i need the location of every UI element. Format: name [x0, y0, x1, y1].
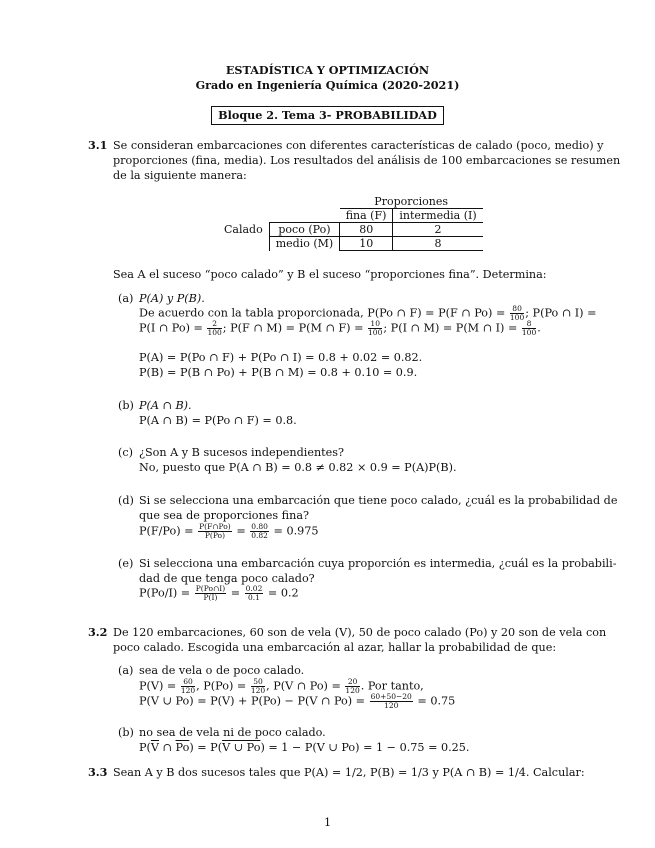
block-title: Bloque 2. Tema 3- PROBABILIDAD	[211, 106, 444, 125]
p31-d-question-line1: Si se selecciona una embarcación que tiene poco calado, ¿cuál es la probabilidad de	[139, 494, 618, 507]
fraction: $\frac{0.80}{0.82}$	[251, 522, 268, 540]
fraction: $\frac{2}{100}$	[207, 319, 222, 337]
problem-number-3-1: 3.1	[88, 138, 108, 152]
problem-number-3-2: 3.2	[88, 625, 108, 639]
p32-a-question: sea de vela o de poco calado.	[139, 664, 305, 677]
p31-a-line3: P(A) = P(Po ∩ F) + P(Po ∩ I) = 0.8 + 0.02 = 0.82.	[139, 351, 423, 364]
p31-e-question-line2: dad de que tenga poco calado?	[139, 572, 315, 585]
p31-b-answer: P(A ∩ B) = P(Po ∩ F) = 0.8.	[139, 414, 297, 427]
table-col-intermedia: intermedia (I)	[393, 209, 483, 223]
p32-a-line2: P(V ∪ Po) = P(V) + P(Po) − P(V ∩ Po) = $\frac{60+50-20}{120}$ = 0.75	[139, 692, 456, 710]
fraction: $\frac{60+50-20}{120}$	[370, 692, 412, 710]
p32-b-question: no sea de vela ni de poco calado.	[139, 726, 326, 739]
p32-intro-line2: poco calado. Escogida una embarcación al azar, hallar la probabilidad de que:	[113, 641, 557, 654]
p31-intro-line1: Se consideran embarcaciones con diferentes características de calado (poco, medio) y	[113, 139, 604, 152]
p31-a-line1: De acuerdo con la tabla proporcionada, P(Po ∩ F) = P(F ∩ Po) = $\frac{80}{100}$ ; P(Po ∩ I) =	[139, 304, 597, 322]
fraction: $\frac{P(Po\cap I)}{P(I)}$	[195, 584, 226, 602]
p31-c-question: ¿Son A y B sucesos independientes?	[139, 446, 345, 459]
table-cell: 2	[393, 223, 483, 237]
problem-number-3-3: 3.3	[88, 765, 108, 779]
table-cell: 80	[340, 223, 393, 237]
table-row-medio: medio (M)	[269, 237, 339, 251]
item-label: (e)	[118, 557, 134, 570]
p31-c-answer: No, puesto que P(A ∩ B) = 0.8 ≠ 0.82 × 0.9 = P(A)P(B).	[139, 461, 457, 474]
item-label: (a)	[118, 292, 134, 305]
p31-d-answer: P(F/Po) = $\frac{P(F\cap Po)}{P(Po)}$ = $\frac{0.80}{0.82}$ = 0.975	[139, 522, 319, 540]
table-group-header: Proporciones	[374, 195, 449, 208]
p31-b-question: P(A ∩ B).	[139, 399, 192, 412]
table-col-fina: fina (F)	[340, 209, 393, 223]
p31-events: Sea A el suceso “poco calado” y B el suceso “proporciones fina”. Determina:	[113, 268, 547, 281]
fraction: $\frac{80}{100}$	[509, 304, 525, 322]
p31-a-line4: P(B) = P(B ∩ Po) + P(B ∩ M) = 0.8 + 0.10 = 0.9.	[139, 366, 418, 379]
fraction: $\frac{20}{120}$	[345, 677, 360, 695]
contingency-table	[218, 195, 483, 251]
p31-intro-line2: proporciones (fina, media). Los resultados del análisis de 100 embarcaciones se resumen	[113, 154, 621, 167]
fraction: $\frac{P(F\cap Po)}{P(Po)}$	[199, 522, 231, 540]
item-label: (d)	[118, 494, 134, 507]
fraction: $\frac{60}{120}$	[180, 677, 196, 695]
course-subtitle: Grado en Ingeniería Química (2020-2021)	[195, 78, 460, 92]
p32-a-line1: P(V) = $\frac{60}{120}$ , P(Po) = $\frac{50}{120}$ , P(V ∩ Po) = $\frac{20}{120}$ . Por tanto,	[139, 677, 424, 695]
p33-text: Sean A y B dos sucesos tales que P(A) = 1/2, P(B) = 1/3 y P(A ∩ B) = 1/4. Calcular:	[113, 766, 585, 779]
p31-a-question: P(A) y P(B).	[139, 292, 205, 305]
p32-b-answer: $P(\overline{V}$ ∩ $\overline{Po}) = P(V$ ∪ Po) = 1 − P(V ∪ Po) = 1 − 0.75 = 0.25.	[139, 741, 470, 754]
p31-e-answer: P(Po/I) = $\frac{P(Po\cap I)}{P(I)}$ = $\frac{0.02}{0.1}$ = 0.2	[139, 584, 299, 602]
fraction: $\frac{0.02}{0.1}$	[245, 584, 263, 602]
table-row-poco: poco (Po)	[269, 223, 339, 237]
p31-intro-line3: de la siguiente manera:	[113, 169, 247, 182]
item-label: (b)	[118, 399, 134, 412]
p31-d-question-line2: que sea de proporciones fina?	[139, 509, 309, 522]
item-label: (b)	[118, 726, 134, 739]
fraction: $\frac{50}{120}$	[250, 677, 266, 695]
p32-intro-line1: De 120 embarcaciones, 60 son de vela (V), 50 de poco calado (Po) y 20 son de vela con	[113, 626, 607, 639]
fraction: $\frac{8}{100}$	[521, 319, 537, 337]
table-cell: 10	[340, 237, 393, 251]
table-cell: 8	[393, 237, 483, 251]
item-label: (c)	[118, 446, 133, 459]
table-row-label: Calado	[224, 223, 263, 236]
p31-e-question-line1: Si selecciona una embarcación cuya proporción es intermedia, ¿cuál es la probabili-	[139, 557, 617, 570]
course-title: ESTADÍSTICA Y OPTIMIZACIÓN	[225, 63, 430, 77]
block-title-box	[0, 106, 655, 125]
item-label: (a)	[118, 664, 134, 677]
p31-a-line2: P(I ∩ Po) = $\frac{2}{100}$ ; P(F ∩ M) = P(M ∩ F) = $\frac{10}{100}$ ; P(I ∩ M) = P(M ∩ I) = $\frac{8}{100}$ .	[139, 319, 541, 337]
page-number: 1	[323, 816, 332, 829]
fraction: $\frac{10}{100}$	[368, 319, 383, 337]
